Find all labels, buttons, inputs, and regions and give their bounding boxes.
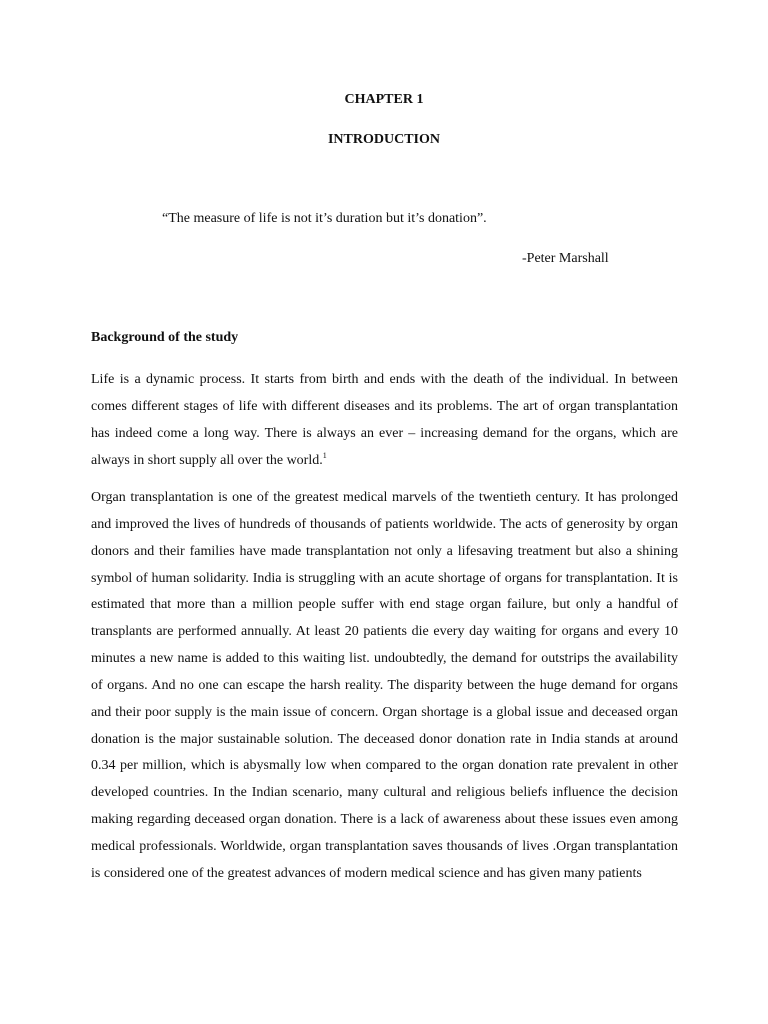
footnote-marker: 1	[322, 450, 327, 460]
paragraph-1-text: Life is a dynamic process. It starts from birth and ends with the death of the individual. In between comes different stages of life with different diseases and its problems. The art of organ transplantation has indeed come a long way. There is always an ever – increasing demand for the organs, which are always in short supply all over the world.	[91, 372, 678, 468]
paragraph-1	[91, 367, 678, 474]
paragraph-2: Organ transplantation is one of the greatest medical marvels of the twentieth century. It has prolonged and improved the lives of hundreds of thousands of patients worldwide. The acts of generosity by organ donors and their families have made transplantation not only a lifesaving treatment but also a shining symbol of human solidarity. India is struggling with an acute shortage of organs for transplantation. It is estimated that more than a million people suffer with end stage organ failure, but only a handful of transplants are performed annually. At least 20 patients die every day waiting for organs and every 10 minutes a new name is added to this waiting list. undoubtedly, the demand for outstrips the availability of organs. And no one can escape the harsh reality. The disparity between the huge demand for organs and their poor supply is the main issue of concern. Organ shortage is a global issue and deceased organ donation is the major sustainable solution. The deceased donor donation rate in India stands at around 0.34 per million, which is abysmally low when compared to the organ donation rate prevalent in other developed countries. In the Indian scenario, many cultural and religious beliefs influence the decision making regarding deceased organ donation. There is a lack of awareness about these issues even among medical professionals. Worldwide, organ transplantation saves thousands of lives .Organ transplantation is considered one of the greatest advances of modern medical science and has given many patients	[91, 490, 678, 881]
chapter-label: CHAPTER 1	[344, 92, 424, 107]
chapter-title: INTRODUCTION	[327, 132, 440, 147]
epigraph-quote: “The measure of life is not it’s duration but it’s donation”.	[162, 211, 487, 226]
epigraph-author: -Peter Marshall	[522, 251, 609, 266]
section-heading: Background of the study	[91, 330, 239, 345]
